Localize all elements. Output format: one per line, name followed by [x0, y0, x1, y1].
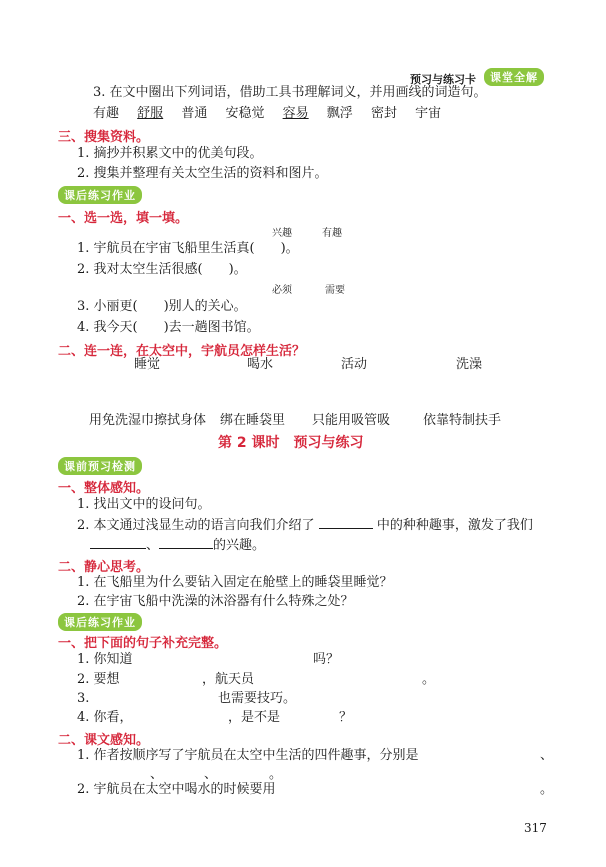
blank-line[interactable] — [159, 536, 213, 549]
list-item: 2. 在宇宙飞船中洗澡的沐浴器有什么特殊之处？ — [77, 594, 354, 609]
match-top: 睡觉 — [134, 357, 161, 372]
list-item: 2. 宇航员在太空中喝水的时候要用 — [77, 782, 276, 797]
match-bottom: 只能用吸管吸 — [312, 413, 391, 428]
separator: 、 — [150, 767, 164, 782]
match-bottom: 依靠特制扶手 — [423, 413, 502, 428]
section-title: 一、整体感知。 — [58, 481, 150, 496]
match-top: 活动 — [341, 357, 368, 372]
section-tag: 课后练习作业 — [58, 186, 142, 204]
choice-word: 需要 — [325, 285, 345, 296]
fill-item: 2. 我对太空生活很感( )。 — [77, 262, 247, 277]
section-title: 二、课文感知。 — [58, 733, 150, 748]
section-title: 二、连一连，在太空中，宇航员怎样生活？ — [58, 344, 306, 359]
word: 安稳觉 — [225, 106, 265, 121]
section-tag: 课后练习作业 — [58, 613, 142, 631]
word-list — [93, 106, 441, 122]
blank-line[interactable] — [90, 536, 146, 549]
separator: 。 — [269, 767, 283, 782]
word: 宇宙 — [415, 106, 442, 121]
match-top: 喝水 — [247, 357, 274, 372]
text-segment: 2. 本文通过浅显生动的语言向我们介绍了 — [77, 518, 315, 533]
fill-item: 3. 小丽更( )别人的关心。 — [77, 299, 247, 314]
section-title: 二、静心思考。 — [58, 560, 150, 575]
list-item: 1. 作者按顺序写了宇航员在太空中生活的四件趣事，分别是 — [77, 748, 419, 763]
word: 舒服 — [137, 106, 164, 121]
list-item-cont — [90, 536, 265, 554]
sentence-item: 3. — [77, 691, 90, 706]
sentence-item: 4. 你看， — [77, 710, 133, 725]
sentence-item: ，航天员 — [202, 672, 255, 687]
choice-word: 兴趣 — [272, 228, 292, 239]
sentence-item: 也需要技巧。 — [218, 691, 297, 706]
match-bottom: 用免洗湿巾擦拭身体 — [89, 413, 207, 428]
separator: 、 — [146, 538, 160, 553]
section-title: 一、把下面的句子补充完整。 — [58, 636, 228, 651]
word: 容易 — [282, 106, 309, 121]
sentence-item: 2. 要想 — [77, 672, 120, 687]
match-top: 洗澡 — [456, 357, 483, 372]
list-item: 2. 搜集并整理有关太空生活的资料和图片。 — [77, 166, 328, 181]
text-segment: 中的种种趣事，激发了我们 — [376, 518, 533, 533]
list-item — [77, 516, 533, 534]
q3-text: 3. 在文中圈出下列词语，借助工具书理解词义，并用画线的词造句。 — [93, 85, 487, 100]
sentence-item: 1. 你知道 — [77, 652, 133, 667]
list-item: 1. 摘抄并积累文中的优美句段。 — [77, 146, 263, 161]
sentence-item: ，是不是 — [228, 710, 281, 725]
header-badge: 课堂全解 — [484, 68, 544, 86]
word: 普通 — [181, 106, 208, 121]
page-number: 317 — [524, 821, 547, 835]
sentence-item: 。 — [422, 672, 436, 687]
header-label: 预习与练习卡 — [410, 73, 476, 86]
fill-item: 4. 我今天( )去一趟图书馆。 — [77, 320, 260, 335]
list-item: 1. 找出文中的设问句。 — [77, 497, 211, 512]
fill-item: 1. 宇航员在宇宙飞船里生活真( )。 — [77, 241, 299, 256]
section-title: 一、选一选，填一填。 — [58, 211, 189, 226]
list-item: 1. 在飞船里为什么要钻入固定在舱壁上的睡袋里睡觉？ — [77, 575, 393, 590]
section-tag: 课前预习检测 — [58, 457, 142, 475]
lesson-title: 第 2 课时 预习与练习 — [218, 435, 364, 451]
sentence-item: 吗？ — [313, 652, 340, 667]
text-segment: 的兴趣。 — [213, 538, 266, 553]
choice-word: 必须 — [272, 285, 292, 296]
section-title: 三、搜集资料。 — [58, 130, 150, 145]
separator: 、 — [540, 748, 554, 763]
sentence-item: ？ — [339, 710, 353, 725]
blank-line[interactable] — [319, 516, 373, 529]
separator: 、 — [204, 767, 218, 782]
match-bottom: 绑在睡袋里 — [220, 413, 286, 428]
word: 飘浮 — [326, 106, 353, 121]
separator: 。 — [540, 782, 554, 797]
word: 密封 — [370, 106, 397, 121]
word: 有趣 — [93, 106, 120, 121]
choice-word: 有趣 — [322, 228, 342, 239]
